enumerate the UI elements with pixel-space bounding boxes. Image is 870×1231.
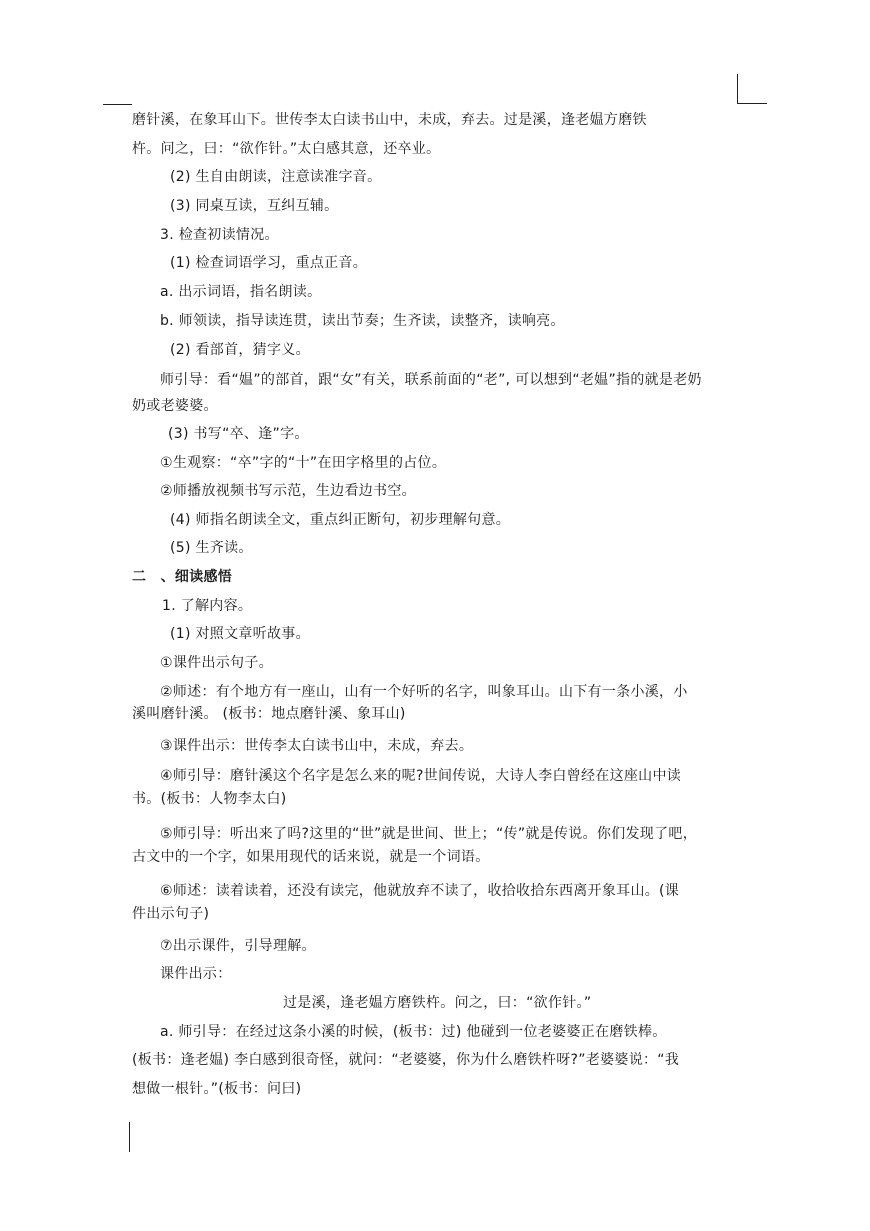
text-line: ②师播放视频书写示范，生边看边书空。 — [160, 483, 416, 499]
text-line: 奶或老婆婆。 — [132, 398, 218, 414]
text-line: ⑤师引导：听出来了吗?这里的“世”就是世间、世上；“传”就是传说。你们发现了吧， — [160, 826, 697, 842]
text-line: (3) 同桌互读，互纠互辅。 — [170, 198, 339, 214]
quoted-sentence: 过是溪，逢老媪方磨铁杵。问之，曰：“欲作针。” — [283, 995, 592, 1011]
text-line: 书。(板书：人物李太白) — [132, 791, 287, 807]
text-line: 1. 了解内容。 — [162, 598, 253, 614]
text-line: ⑥师述：读着读着，还没有读完，他就放弃不读了，收拾收拾东西离开象耳山。(课 — [160, 883, 680, 899]
text-line: (2) 看部首，猜字义。 — [170, 342, 310, 358]
crop-mark-top-right-vertical — [737, 74, 738, 104]
text-line: 想做一根针。”(板书：问曰) — [132, 1081, 302, 1097]
text-line: (5) 生齐读。 — [170, 540, 253, 556]
text-line: (板书：逢老媪) 李白感到很奇怪，就问：“老婆婆，你为什么磨铁杵呀?”老婆婆说：“我 — [132, 1052, 680, 1068]
text-line: (4) 师指名朗读全文，重点纠正断句，初步理解句意。 — [170, 512, 511, 528]
crop-mark-bottom-left — [129, 1122, 130, 1152]
section-heading: 二 、细读感悟 — [132, 569, 233, 585]
text-line: 课件出示： — [160, 966, 232, 982]
crop-mark-top-right-horizontal — [737, 103, 767, 104]
text-line: ①课件出示句子。 — [160, 655, 273, 671]
text-line: ①生观察：“卒”字的“十”在田字格里的占位。 — [160, 455, 447, 471]
text-line: ②师述：有个地方有一座山，山有一个好听的名字，叫象耳山。山下有一条小溪，小 — [160, 684, 688, 700]
text-line: ⑦出示课件，引导理解。 — [160, 938, 316, 954]
text-line: ④师引导：磨针溪这个名字是怎么来的呢?世间传说，大诗人李白曾经在这座山中读 — [160, 768, 682, 784]
text-line: 3. 检查初读情况。 — [160, 227, 279, 243]
crop-mark-top-left — [103, 104, 132, 105]
text-line: 磨针溪，在象耳山下。世传李太白读书山中，未成，弃去。过是溪，逢老媪方磨铁 — [132, 112, 647, 128]
text-line: 杵。问之，曰：“欲作针。”太白感其意，还卒业。 — [132, 141, 441, 157]
text-line: 件出示句子) — [132, 906, 210, 922]
text-line: (3) 书写“卒、逢”字。 — [168, 426, 309, 442]
text-line: 师引导：看“媪”的部首，跟“女”有关，联系前面的“老”, 可以想到“老媪”指的就是老奶 — [160, 372, 702, 388]
text-line: 古文中的一个字，如果用现代的话来说，就是一个词语。 — [132, 849, 490, 865]
text-line: b. 师领读，指导读连贯，读出节奏；生齐读，读整齐，读响亮。 — [160, 313, 565, 329]
text-line: (2) 生自由朗读，注意读准字音。 — [170, 169, 382, 185]
text-line: 溪叫磨针溪。 (板书：地点磨针溪、象耳山) — [132, 706, 406, 722]
text-line: (1) 检查词语学习，重点正音。 — [170, 255, 368, 271]
text-line: a. 师引导：在经过这条小溪的时候，(板书：过) 他碰到一位老婆婆正在磨铁棒。 — [160, 1024, 667, 1040]
text-line: ③课件出示：世传李太白读书山中，未成，弃去。 — [160, 738, 474, 754]
text-line: a. 出示词语，指名朗读。 — [160, 284, 322, 300]
text-line: (1) 对照文章听故事。 — [170, 626, 310, 642]
